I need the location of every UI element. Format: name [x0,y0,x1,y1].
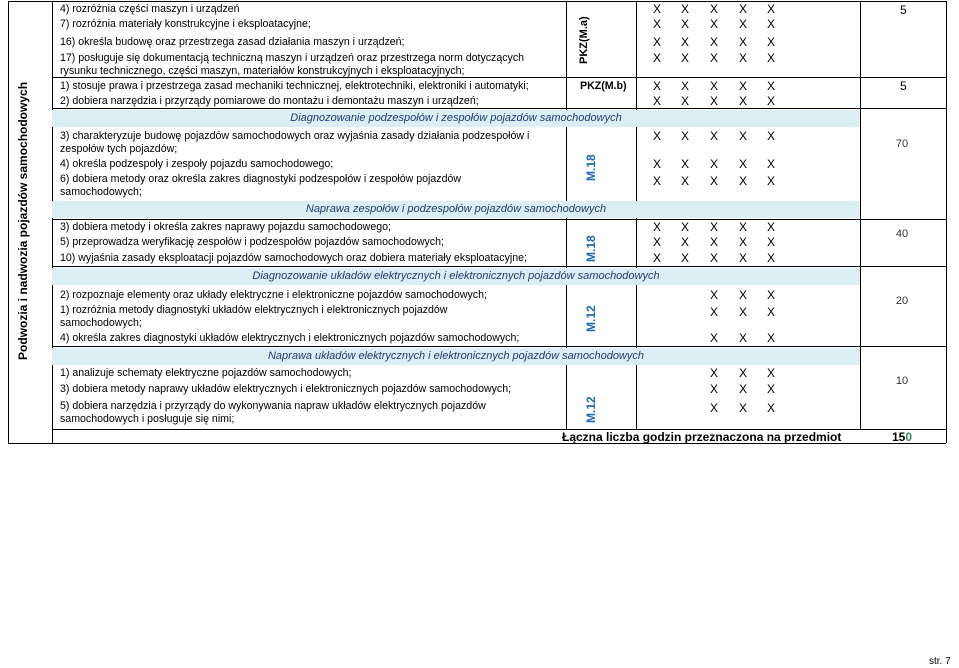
x-mark: X [709,220,718,234]
section-4-row-3: 5) dobiera narzędzia i przyrządy do wykonywania napraw układów elektrycznych pojazdów samochodowych i posługuje się nimi; [60,400,486,425]
section-1-row-3: 6) dobiera metody oraz określa zakres diagnostyki podzespołów i zespołów pojazdów samochodowych; [60,173,462,198]
x-mark: X [709,79,718,93]
x-mark: X [652,220,661,234]
x-mark: X [738,17,747,31]
x-mark: X [709,288,718,302]
section-4-row-2: 3) dobiera metody naprawy układów elektrycznych i elektronicznych pojazdów samochodowych; [60,383,512,395]
x-mark: X [738,382,747,396]
x-mark: X [709,94,718,108]
x-mark: X [766,2,775,16]
rule-s2 [52,266,946,267]
section-1-code: M.18 [584,154,598,181]
section-1-row-1: 3) charakteryzuje budowę pojazdów samochodowych oraz wyjaśnia zasady działania podzespołów i zespołów tych pojazdów; [60,130,530,155]
x-mark: X [766,251,775,265]
x-mark: X [652,129,661,143]
section-1-row-2: 4) określa podzespoły i zespoły pojazdu samochodowego; [60,158,334,170]
section-3-code: M.12 [584,305,598,332]
section-3-row-3: 4) określa zakres diagnostyki układów elektrycznych i elektronicznych pojazdów samochodowych; [60,332,520,344]
x-mark: X [680,2,689,16]
section-title-3: Diagnozowanie układów elektrycznych i elektronicznych pojazdów samochodowych [252,270,660,282]
section-title-2: Naprawa zespołów i podzespołów pojazdów samochodowych [305,203,607,215]
x-mark: X [766,235,775,249]
x-mark: X [766,129,775,143]
x-mark: X [680,251,689,265]
rule-s3 [52,346,946,347]
section-1-hours: 70 [895,138,909,150]
x-mark: X [738,157,747,171]
hours-pkz-b: 5 [900,79,907,93]
x-mark: X [652,94,661,108]
section-2-row-2: 5) przeprowadza weryfikację zespołów i podzespołów pojazdów samochodowych; [60,236,444,248]
x-mark: X [709,129,718,143]
hours-pkz-a: 5 [900,3,907,17]
section-3-row-2: 1) rozróżnia metody diagnostyki układów elektrycznych i elektronicznych pojazdów samochodowych; [60,304,448,329]
x-mark: X [652,17,661,31]
x-mark: X [766,174,775,188]
x-mark: X [680,17,689,31]
x-mark: X [652,51,661,65]
x-mark: X [738,331,747,345]
x-mark: X [766,79,775,93]
section-4-code: M.12 [584,396,598,423]
x-mark: X [738,2,747,16]
x-mark: X [766,35,775,49]
x-mark: X [709,2,718,16]
section-3-row-1: 2) rozpoznaje elementy oraz układy elektryczne i elektroniczne pojazdów samochodowych; [60,289,487,301]
x-mark: X [766,331,775,345]
x-mark: X [709,382,718,396]
side-column-border [8,1,9,443]
x-mark: X [680,129,689,143]
row-top-4: 17) posługuje się dokumentacją techniczną maszyn i urządzeń oraz przestrzega norm dotyczących rysunku technicznego, części maszyn, materiałów konstrukcyjnych i eksploatacyjnych; [60,52,525,77]
x-mark: X [766,366,775,380]
x-mark: X [766,51,775,65]
x-mark: X [709,174,718,188]
x-mark: X [766,220,775,234]
x-mark: X [652,251,661,265]
total-label: Łączna liczba godzin przeznaczona na przedmiot [562,430,842,444]
x-mark: X [738,79,747,93]
x-mark: X [766,382,775,396]
x-mark: X [766,17,775,31]
section-title-4: Naprawa układów elektrycznych i elektronicznych pojazdów samochodowych [267,350,644,362]
total-value [892,431,912,444]
hours-column-border [860,1,861,429]
x-mark: X [680,157,689,171]
x-mark: X [709,157,718,171]
x-mark: X [738,174,747,188]
x-mark: X [738,35,747,49]
x-mark: X [738,366,747,380]
x-mark: X [652,2,661,16]
table-border-left [52,1,53,443]
x-mark: X [738,401,747,415]
x-mark: X [680,79,689,93]
x-mark: X [709,401,718,415]
total-value-highlight: 0 [905,430,913,444]
x-mark: X [709,366,718,380]
x-mark: X [766,157,775,171]
x-mark: X [766,401,775,415]
x-mark: X [652,79,661,93]
x-mark: X [709,235,718,249]
code-pkz-a: PKZ(M.a) [578,16,590,64]
section-2-row-1: 3) dobiera metody i określa zakres naprawy pojazdu samochodowego; [60,221,391,233]
x-mark: X [709,35,718,49]
x-mark: X [680,235,689,249]
code-pkz-b: PKZ(M.b) [580,80,627,92]
x-mark: X [680,174,689,188]
table-border-top [8,1,946,2]
section-2-hours: 40 [895,228,909,240]
x-mark: X [680,51,689,65]
section-4-row-1: 1) analizuje schematy elektryczne pojazdów samochodowych; [60,367,352,379]
row-top-3: 16) określa budowę oraz przestrzega zasad działania maszyn i urządzeń; [60,36,405,48]
side-label: Podwozia i nadwozia pojazdów samochodowych [16,81,30,360]
x-mark: X [709,17,718,31]
x-mark: X [709,251,718,265]
section-4-hours: 10 [895,375,909,387]
x-mark: X [738,220,747,234]
row-top-5: 1) stosuje prawa i przestrzega zasad mechaniki technicznej, elektrotechniki, elektroniki i automatyki; [60,80,529,92]
x-mark: X [766,94,775,108]
page-number: str. 7 [929,656,951,667]
x-mark: X [766,305,775,319]
x-mark: X [652,35,661,49]
x-mark: X [709,305,718,319]
rule-s1 [52,219,946,220]
x-mark: X [738,251,747,265]
section-title-1: Diagnozowanie podzespołów i zespołów pojazdów samochodowych [290,112,622,124]
x-mark: X [680,94,689,108]
total-value-main: 15 [892,430,906,444]
row-top-1: 4) rozróżnia części maszyn i urządzeń [60,3,240,15]
x-mark: X [709,51,718,65]
x-mark: X [738,51,747,65]
rule-pkz-b [52,108,946,109]
x-mark: X [738,129,747,143]
x-mark: X [738,288,747,302]
row-top-2: 7) rozróżnia materiały konstrukcyjne i eksploatacyjne; [60,18,311,30]
x-mark: X [738,305,747,319]
table-border-right [946,1,947,443]
x-mark: X [709,331,718,345]
x-mark: X [738,235,747,249]
row-top-6: 2) dobiera narzędzia i przyrządy pomiarowe do montażu i demontażu maszyn i urządzeń; [60,95,479,107]
x-mark: X [766,288,775,302]
x-mark: X [652,235,661,249]
section-3-hours: 20 [895,295,909,307]
x-mark: X [652,157,661,171]
section-2-code: M.18 [584,235,598,262]
x-mark: X [680,220,689,234]
x-mark: X [738,94,747,108]
section-2-row-3: 10) wyjaśnia zasady eksploatacji pojazdów samochodowych oraz dobiera materiały eksploatacyjne; [60,252,527,264]
x-mark: X [680,35,689,49]
x-mark: X [652,174,661,188]
